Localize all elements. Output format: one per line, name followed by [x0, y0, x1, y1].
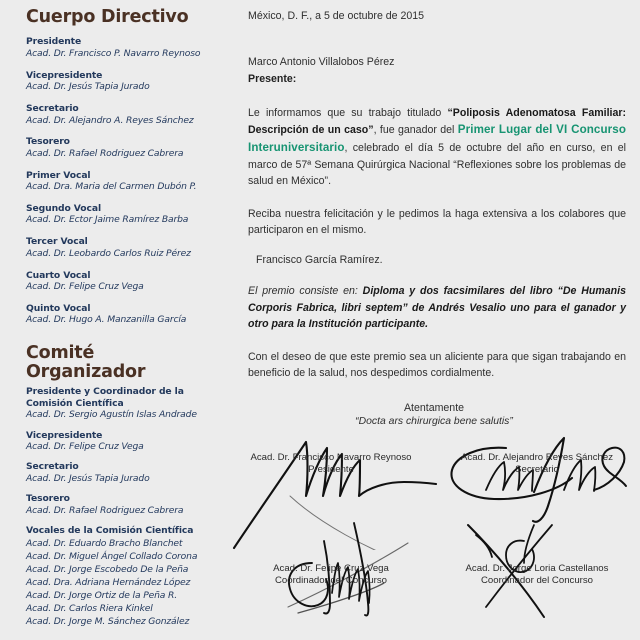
closing-motto: “Docta ars chirurgica bene salutis”: [355, 415, 513, 427]
p1-seg3: , celebrado el día 5 de octubre del año en curso, en el marco de 57ª Semana Quirúrgica Nacional “Reflexiones sobre los problemas de salud en México”.: [248, 141, 626, 187]
sidebar-entry: [26, 103, 214, 127]
sidebar-entry-role: Segundo Vocal: [26, 202, 102, 214]
sidebar-heading-comite-organizador: Comité Organizador: [26, 342, 146, 382]
letter-recipient: Marco Antonio Villalobos Pérez: [248, 56, 395, 68]
sidebar-entry-role: Vicepresidente: [26, 429, 103, 441]
signature-name: Acad. Dr. Alejandro Reyes Sánchez: [461, 452, 613, 463]
sidebar-entry: [26, 203, 214, 227]
sidebar-entry-name: Acad. Dr. Jesús Tapia Jurado: [26, 81, 150, 93]
sidebar-entry: [26, 461, 214, 485]
sidebar-entry: [26, 270, 214, 294]
sidebar-entry: [26, 303, 214, 327]
letter-paragraph-2: Reciba nuestra felicitación y le pedimos la haga extensiva a los colabores que participaron en el mismo.: [248, 208, 626, 237]
sidebar-entry: [26, 386, 214, 421]
sidebar-entry-role-line2: Comisión Científica: [26, 397, 124, 409]
p1-seg2: , fue ganador del: [373, 124, 458, 137]
sidebar-entry-name: Acad. Dr. Rafael Rodriguez Cabrera: [26, 504, 184, 516]
sidebar-entry: [26, 36, 214, 60]
sidebar-entry-role: Tercer Vocal: [26, 236, 88, 248]
sidebar-entry-role: Presidente y Coordinador de la: [26, 386, 184, 398]
signature-name: Acad. Dr. Francisco Navarro Reynoso: [250, 452, 412, 463]
signature-name: Acad. Dr. Jorge Loria Castellanos: [465, 563, 609, 574]
sidebar-entry: [26, 136, 214, 160]
closing-word: Atentamente: [403, 401, 465, 414]
signature-title: Coordinador del Concurso: [275, 575, 387, 587]
sidebar-vocales-group: [26, 525, 214, 628]
sidebar-entry-role: Tesorero: [26, 493, 70, 505]
sidebar-entry-role: Presidente: [26, 36, 82, 48]
signature-row-top: [228, 452, 640, 477]
sidebar-entry-name: Acad. Dr. Leobardo Carlos Ruiz Pérez: [26, 247, 191, 259]
sidebar-entry-name: Acad. Dr. Sergio Agustín Islas Andrade: [26, 409, 197, 421]
sidebar-vocal-name: Acad. Dra. Adriana Hernández López: [26, 576, 191, 588]
sidebar-entry-role: Primer Vocal: [26, 169, 91, 181]
signature-title: Secretario: [515, 464, 559, 476]
signature-row-bottom: [228, 563, 640, 588]
p1-seg1: Le informamos que su trabajo titulado: [248, 107, 448, 119]
letter-paragraph-4: Con el deseo de que este premio sea un aliciente para que sigan trabajando en beneficio de la salud, nos despedimos cordialmente.: [248, 351, 626, 380]
letter-date: México, D. F., a 5 de octubre de 2015: [248, 10, 425, 22]
sidebar-entry-name: Acad. Dr. Alejandro A. Reyes Sánchez: [26, 114, 194, 126]
sidebar-entry-name: Acad. Dra. Maria del Carmen Dubón P.: [26, 181, 197, 193]
sidebar-vocal-name: Acad. Dr. Jorge M. Sánchez González: [26, 616, 190, 628]
p3-lead: El premio consiste en:: [248, 285, 363, 298]
sidebar-entry-name: Acad. Dr. Ector Jaime Ramírez Barba: [26, 214, 189, 226]
sidebar-entry: [26, 430, 214, 454]
sidebar-vocal-name: Acad. Dr. Jorge Escobedo De la Peña: [26, 563, 189, 575]
sidebar-entry-name: Acad. Dr. Felipe Cruz Vega: [26, 441, 144, 453]
sidebar-heading-cuerpo-directivo: Cuerpo Directivo: [26, 7, 189, 27]
signature-title: Presidente: [308, 464, 354, 476]
sidebar-entry-name: Acad. Dr. Rafael Rodriguez Cabrera: [26, 147, 184, 159]
sidebar-entry-role: Secretario: [26, 461, 79, 473]
sidebar-entry: [26, 70, 214, 94]
sidebar-entry-name: Acad. Dr. Felipe Cruz Vega: [26, 281, 144, 293]
sidebar: [0, 0, 222, 640]
signature-block-coordinador-1: [228, 563, 434, 588]
letter-body: [228, 0, 640, 640]
p1-work-title: “Poliposis Adenomatosa Familiar: Descripción de un caso”: [248, 107, 626, 137]
letter-paragraph-1: [248, 105, 626, 189]
sidebar-entry-role: Quinto Vocal: [26, 302, 91, 314]
sidebar-vocal-name: Acad. Dr. Eduardo Bracho Blanchet: [26, 537, 183, 549]
sidebar-entry-role: Vicepresidente: [26, 69, 103, 81]
signature-block-presidente: [228, 452, 434, 477]
sidebar-entry-name: Acad. Dr. Hugo A. Manzanilla García: [26, 314, 187, 326]
p1-award-highlight: Primer Lugar del VI Concurso Interuniversitario: [248, 123, 627, 154]
sidebar-vocal-name: Acad. Dr. Carlos Riera Kinkel: [26, 603, 153, 615]
sidebar-entry-name: Acad. Dr. Jesús Tapia Jurado: [26, 473, 150, 485]
letter-closing: [236, 402, 632, 427]
sidebar-entry-role: Cuarto Vocal: [26, 269, 91, 281]
sidebar-entry-role: Tesorero: [26, 136, 70, 148]
sidebar-entry: [26, 493, 214, 517]
p3-prize-detail: Diploma y dos facsimilares del libro “De Humanis Corporis Fabrica, libri septem” de Andrés Vesalio uno para el ganador y otro para la Institución participante.: [248, 285, 626, 330]
signature-title: Coordinador del Concurso: [481, 575, 593, 587]
sidebar-entry: [26, 170, 214, 194]
signature-block-secretario: [434, 452, 640, 477]
sidebar-entry: [26, 236, 214, 260]
sidebar-entry-name: Acad. Dr. Francisco P. Navarro Reynoso: [26, 47, 201, 59]
letter-present-label: Presente:: [248, 73, 297, 85]
sidebar-entry-role: Secretario: [26, 102, 79, 114]
signature-block-coordinador-2: [434, 563, 640, 588]
sidebar-vocales-title: Vocales de la Comisión Científica: [26, 525, 194, 537]
sidebar-vocal-name: Acad. Dr. Jorge Ortiz de la Peña R.: [26, 589, 178, 601]
letter-paragraph-3: [248, 283, 626, 332]
letter-inline-name: Francisco García Ramírez.: [256, 254, 383, 267]
sidebar-vocal-name: Acad. Dr. Miguel Ángel Collado Corona: [26, 550, 198, 562]
signature-name: Acad. Dr. Felipe Cruz Vega: [273, 563, 389, 574]
